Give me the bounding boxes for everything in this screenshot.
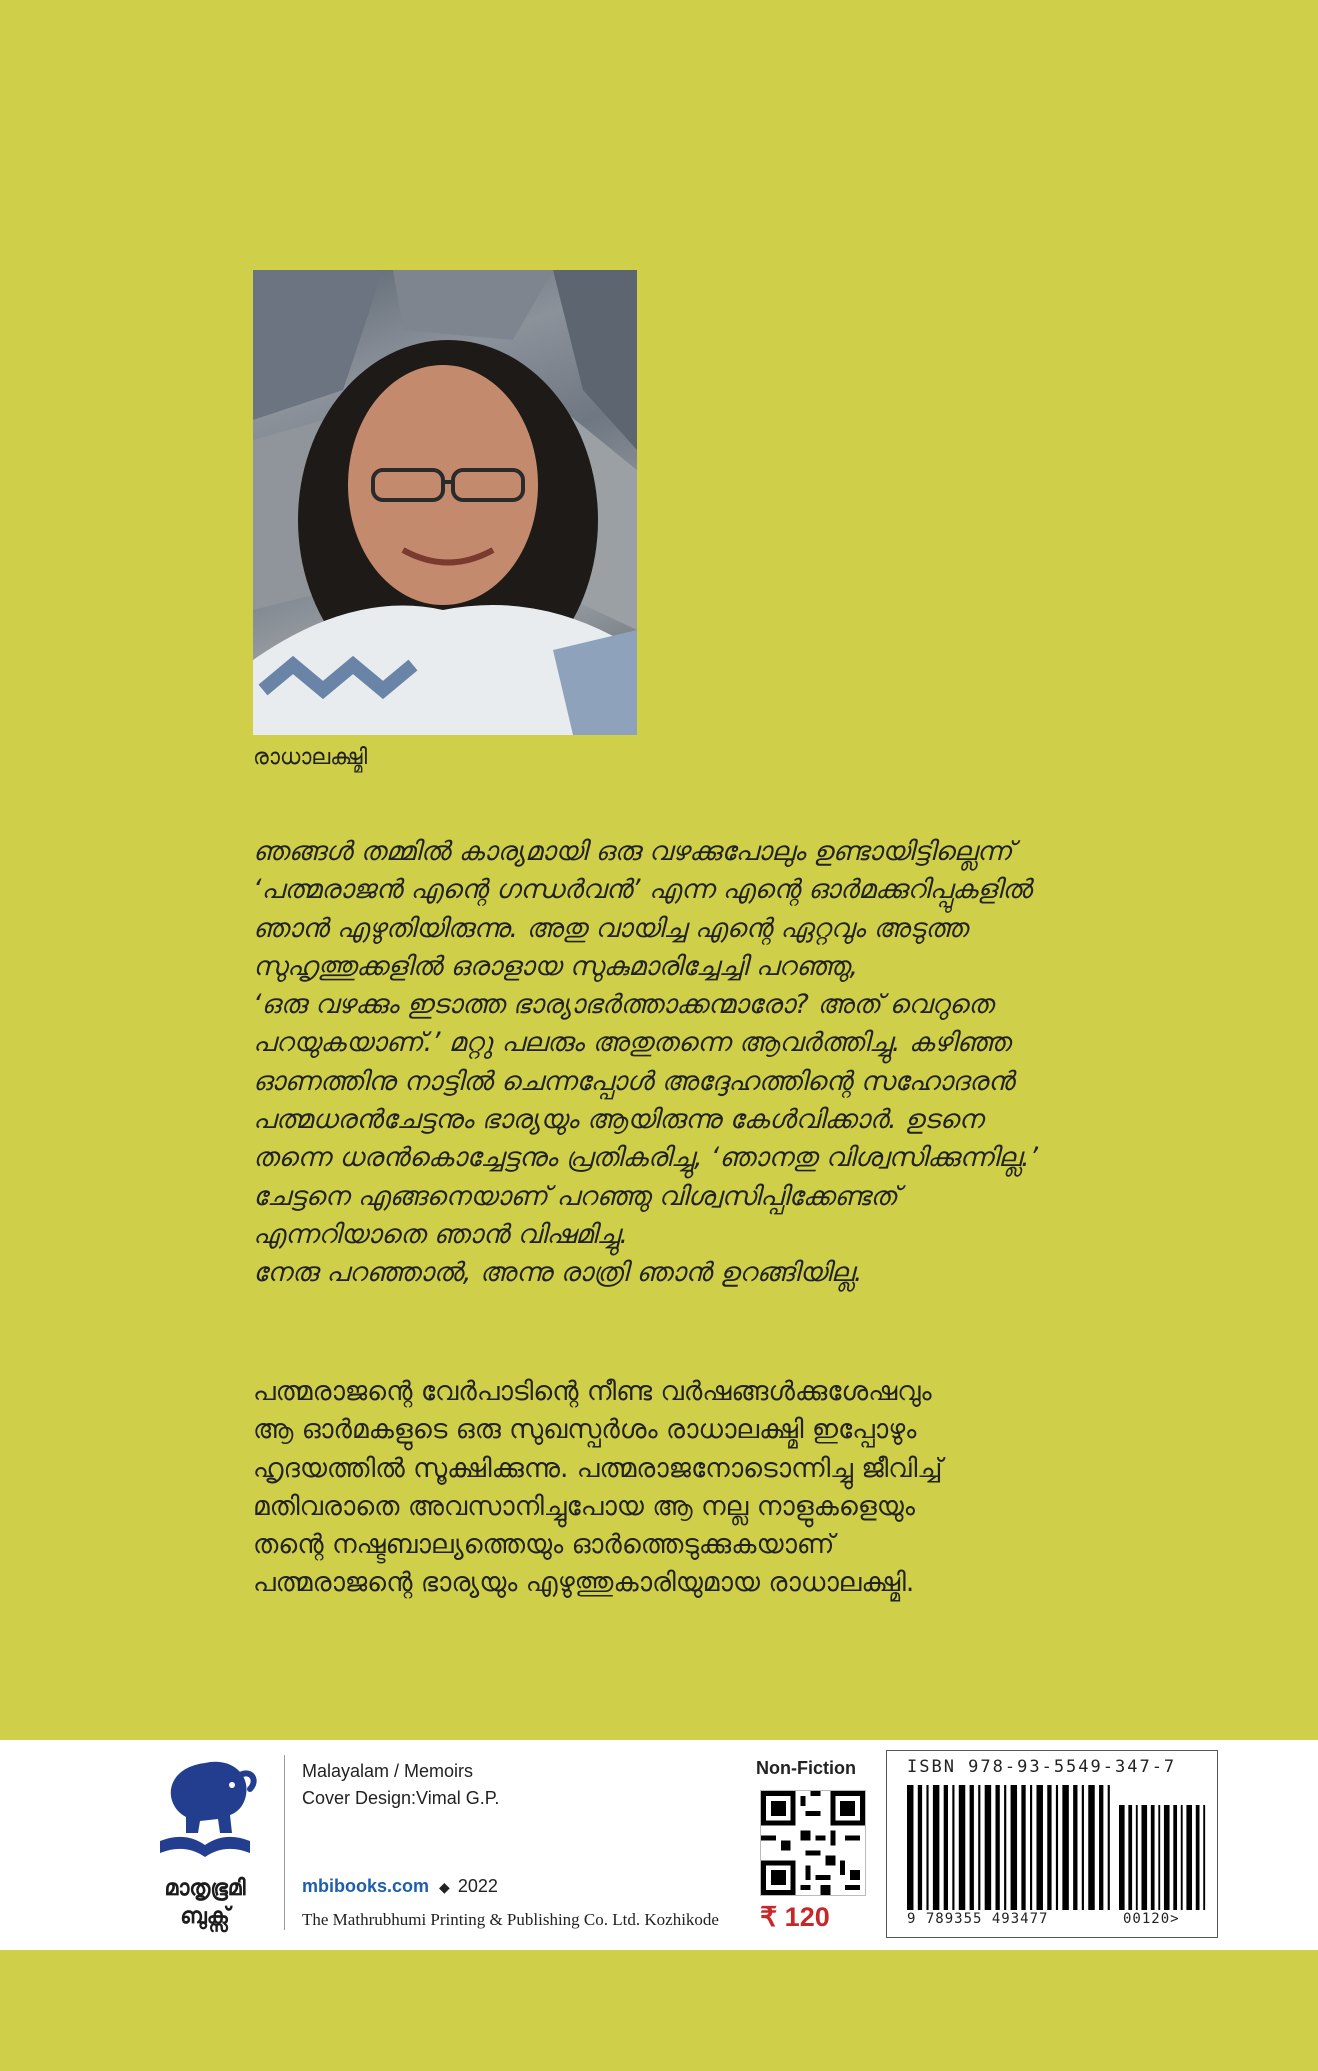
elephant-logo-icon [150,1755,260,1865]
addon-barcode-icon [1119,1805,1207,1910]
quote-line: നേരു പറഞ്ഞാൽ, അന്നു രാത്രി ഞാൻ ഉറങ്ങിയില്ല. [253,1257,863,1289]
quote-line: സുഹൃത്തുക്കളിൽ ഒരാളായ സുകുമാരിച്ചേച്ചി പറഞ്ഞു, [253,950,858,982]
divider [284,1755,285,1930]
price-label: ₹ 120 [760,1902,830,1932]
book-meta [302,1758,499,1812]
quote-line: ചേട്ടനെ എങ്ങനെയാണ് പറഞ്ഞു വിശ്വസിപ്പിക്കേണ്ടത് [253,1180,898,1212]
website-line [302,1876,498,1897]
publisher-label: The Mathrubhumi Printing & Publishing Co. Ltd. Kozhikode [302,1910,719,1929]
barcode-icon [907,1785,1112,1910]
blurb-line: ആ ഓർമകളുടെ ഒരു സുഖസ്പർശം രാധാലക്ഷ്മി ഇപ്പോഴും [253,1414,917,1446]
blurb-line: മതിവരാതെ അവസാനിച്ചുപോയ ആ നല്ല നാളുകളെയും [253,1490,915,1522]
blurb-line: തന്റെ നഷ്ടബാല്യത്തെയും ഓർത്തെടുക്കുകയാണ് [253,1529,835,1561]
blurb-line: പത്മരാജന്റെ ഭാര്യയും എഴുത്തുകാരിയുമായ രാധാലക്ഷ്മി. [253,1567,915,1599]
logo-text-line: മാതൃഭൂമി [164,1876,246,1901]
logo-text-line: ബുക്സ് [180,1904,230,1929]
barcode-panel [886,1750,1218,1938]
blurb-block [253,1373,1153,1603]
logo-wordmark [140,1875,270,1931]
year-label: 2022 [457,1876,498,1896]
isbn-label: ISBN 978-93-5549-347-7 [907,1757,1177,1777]
quote-line: തന്നെ ധരൻകൊച്ചേട്ടനും പ്രതികരിച്ചു, ‘ഞാനതു വിശ്വസിക്കുന്നില്ല.’ [253,1142,1039,1174]
website-link[interactable]: mbibooks.com [302,1876,430,1896]
blurb-line: പത്മരാജന്റെ വേർപാടിന്റെ നീണ്ട വർഷങ്ങൾക്കുശേഷവും [253,1376,932,1407]
quote-line: ഞാൻ എഴുതിയിരുന്നു. അതു വായിച്ച എന്റെ ഏറ്റവും അടുത്ത [253,912,968,944]
footer-panel [0,1740,1318,1950]
quote-line: ‘ഒരു വഴക്കും ഇടാത്ത ഭാര്യാഭർത്താക്കന്മാരോ? അത് വെറുതെ [253,989,994,1021]
quote-line: ഞങ്ങൾ തമ്മിൽ കാര്യമായി ഒരു വഴക്കുപോലും ഉണ്ടായിട്ടില്ലെന്ന് [253,836,1013,867]
cover-design-label: Cover Design:Vimal G.P. [302,1788,500,1808]
quote-line: ‘പത്മരാജൻ എന്റെ ഗന്ധർവൻ’ എന്ന എന്റെ ഓർമക്കുറിപ്പുകളിൽ [253,874,1032,906]
addon-digits: 00120> [1123,1911,1180,1927]
barcode-digits: 9 789355 493477 [907,1911,1049,1927]
photo-caption: രാധാലക്ഷ്മി [253,745,368,770]
quote-line: പത്മധരൻചേട്ടനും ഭാര്യയും ആയിരുന്നു കേൾവിക്കാർ. ഉടനെ [253,1104,984,1136]
quote-line: പറയുകയാണ്.’ മറ്റു പലരും അതുതന്നെ ആവർത്തിച്ചു. കഴിഞ്ഞ [253,1027,1011,1059]
separator-diamond: ◆ [439,1879,450,1895]
quote-block [253,833,1153,1293]
quote-line: എന്നറിയാതെ ഞാൻ വിഷമിച്ചു. [253,1218,628,1250]
author-photo [253,270,637,735]
quote-line: ഓണത്തിനു നാട്ടിൽ ചെന്നപ്പോൾ അദ്ദേഹത്തിന്റെ സഹോദരൻ [253,1065,1015,1097]
qr-code-icon [760,1790,866,1896]
blurb-line: ഹൃദയത്തിൽ സൂക്ഷിക്കുന്നു. പത്മരാജനോടൊന്നിച്ചു ജീവിച്ച് [253,1452,943,1484]
category-label: Non-Fiction [756,1758,856,1778]
genre-label: Malayalam / Memoirs [302,1761,474,1781]
